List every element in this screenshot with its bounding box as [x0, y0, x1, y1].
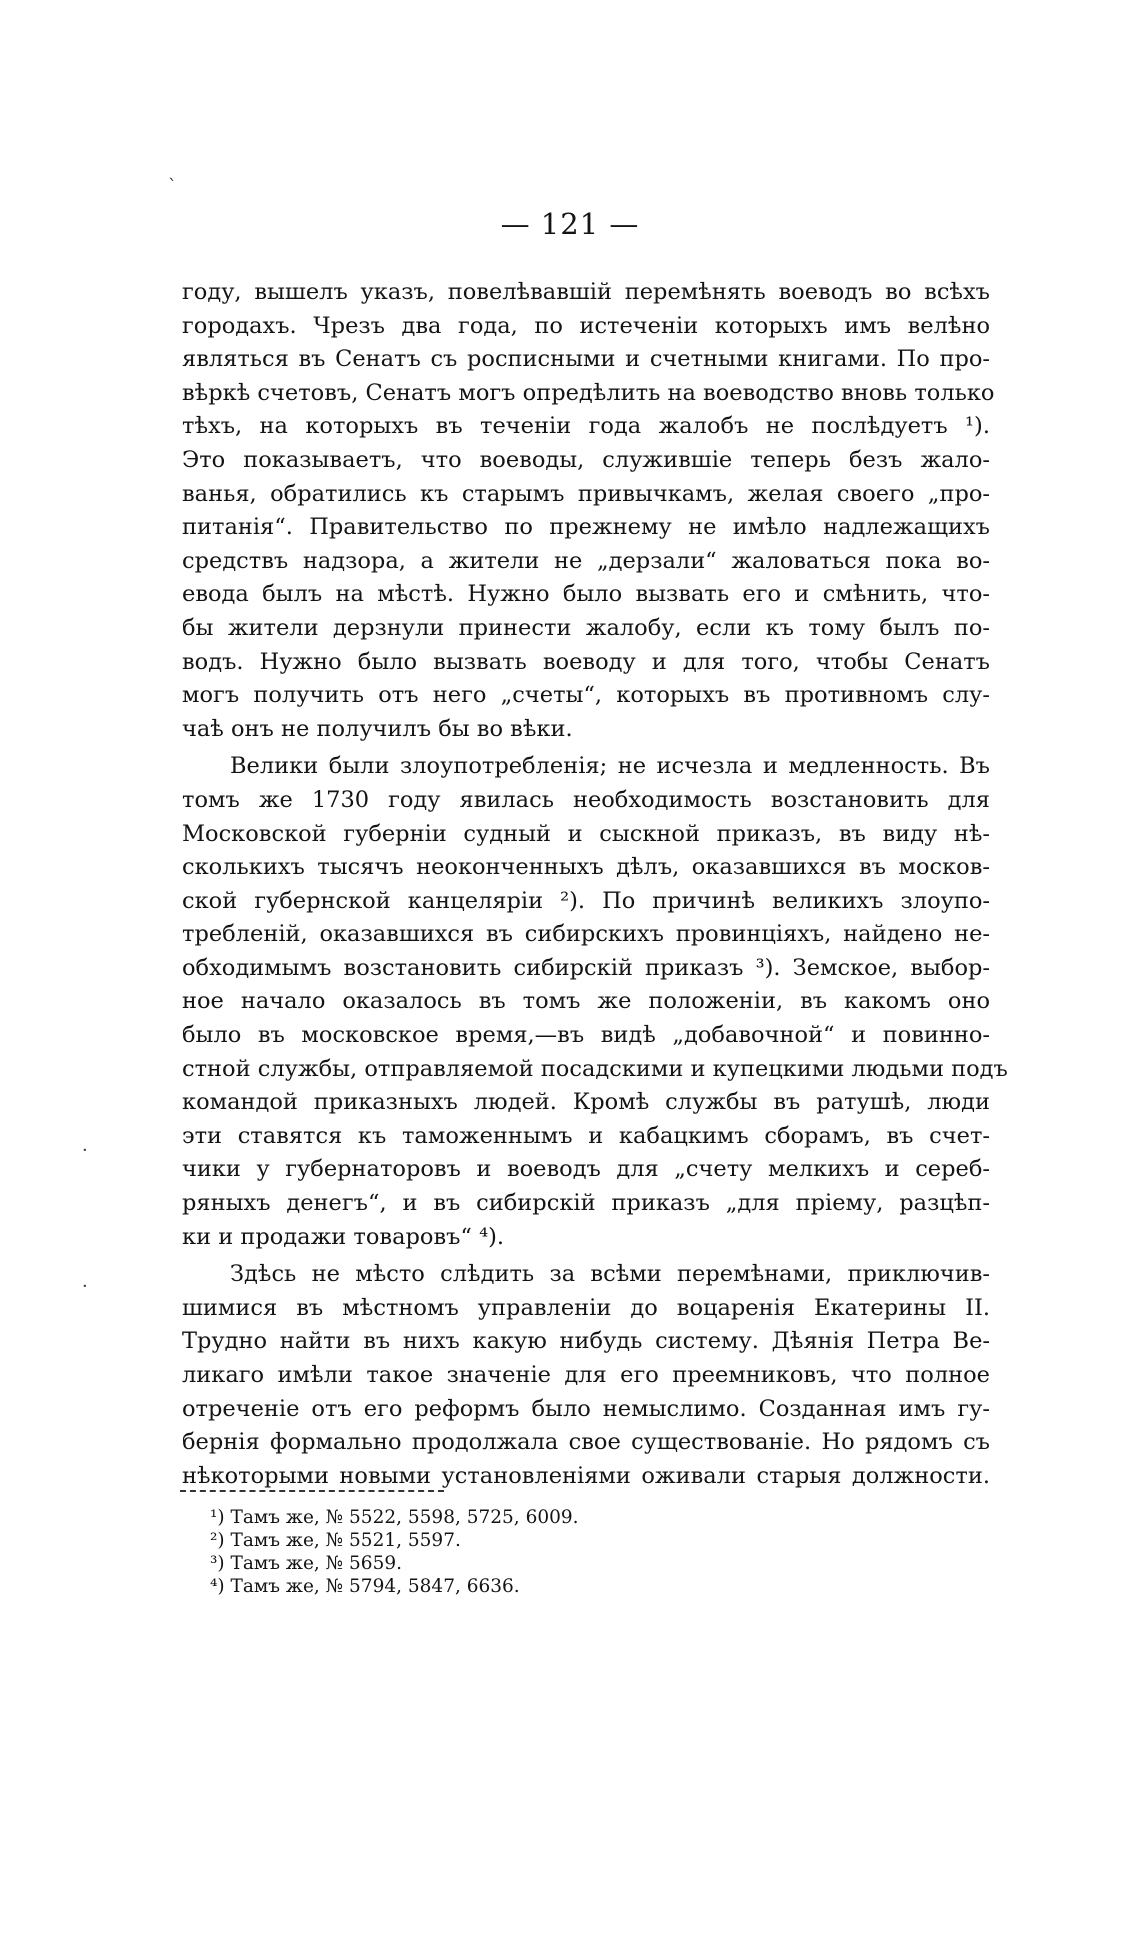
paragraph-1 [182, 276, 995, 746]
text-line: евода былъ на мѣстѣ. Нужно было вызвать его и смѣнить, что- [182, 581, 990, 608]
text-line: Это показываетъ, что воеводы, служившіе теперь безъ жало- [182, 446, 990, 473]
text-line: тѣхъ, на которыхъ въ теченіи года жалобъ не послѣдуетъ ¹). [182, 413, 990, 440]
text-line: вѣркѣ счетовъ, Сенатъ могъ опредѣлить на воеводство вновь только [182, 379, 995, 406]
text-line: средствъ надзора, а жители не „дерзали“ жаловаться пока во- [182, 547, 990, 574]
text-line: водъ. Нужно было вызвать воеводу и для того, чтобы Сенатъ [182, 648, 990, 675]
text-line: Трудно найти въ нихъ какую нибудь систему. Дѣянія Петра Ве- [182, 1328, 990, 1355]
page-number: — 121 — [500, 207, 640, 241]
text-line: бернія формально продолжала свое существованіе. Но рядомъ съ [182, 1429, 990, 1456]
text-line: шимися въ мѣстномъ управленіи до воцаренія Екатерины II. [182, 1294, 990, 1321]
text-line: сколькихъ тысячъ неоконченныхъ дѣлъ, оказавшихся въ москов- [182, 854, 990, 881]
text-line: питанія“. Правительство по прежнему не имѣло надлежащихъ [182, 514, 990, 541]
text-line: чики у губернаторовъ и воеводъ для „счету мелкихъ и сереб- [182, 1156, 990, 1183]
text-line: командой приказныхъ людей. Кромѣ службы въ ратушѣ, люди [182, 1089, 990, 1116]
scan-speck: ˋ [168, 176, 177, 197]
footnote-4: ⁴) Тамъ же, № 5794, 5847, 6636. [210, 1576, 520, 1597]
footnote-3: ³) Тамъ же, № 5659. [210, 1553, 403, 1574]
text-line: обходимымъ возстановить сибирскій приказъ ³). Земское, выбор- [182, 954, 990, 981]
text-line: ки и продажи товаровъ“ ⁴). [182, 1223, 505, 1250]
text-line: могъ получить отъ него „счеты“, которыхъ въ противномъ слу- [182, 682, 990, 709]
text-line: отреченіе отъ его реформъ было немыслимо. Созданная имъ гу- [182, 1395, 990, 1422]
text-line: чаѣ онъ не получилъ бы во вѣки. [182, 715, 573, 742]
text-line: году, вышелъ указъ, повелѣвавшій перемѣнять воеводъ во всѣхъ [182, 279, 990, 305]
text-line: ликаго имѣли такое значеніе для его преемниковъ, что полное [182, 1362, 990, 1388]
text-line: стной службы, отправляемой посадскими и купецкими людьми подъ [182, 1055, 1008, 1082]
footnote-divider [180, 1490, 444, 1492]
text-line: Здѣсь не мѣсто слѣдить за всѣми перемѣнами, приключив- [230, 1261, 990, 1288]
text-line: эти ставятся къ таможеннымъ и кабацкимъ сборамъ, въ счет- [182, 1122, 990, 1149]
body-text [182, 276, 1008, 1493]
text-line: ряныхъ денегъ“, и въ сибирскій приказъ „для пріему, разцѣп- [182, 1190, 990, 1217]
text-line: бы жители дерзнули принести жалобу, если къ тому былъ по- [182, 614, 990, 641]
text-line: ванья, обратились къ старымъ привычкамъ, желая своего „про- [182, 480, 990, 507]
text-line: требленій, оказавшихся въ сибирскихъ провинціяхъ, найдено не- [182, 921, 990, 948]
text-line: ное начало оказалось въ томъ же положеніи, въ какомъ оно [182, 988, 990, 1015]
text-line: томъ же 1730 году явилась необходимость возстановить для [182, 786, 990, 813]
text-line: городахъ. Чрезъ два года, по истеченіи которыхъ имъ велѣно [182, 312, 990, 339]
scan-speck: · [82, 1276, 88, 1297]
text-line: Московской губерніи судный и сыскной приказъ, въ виду нѣ- [182, 820, 990, 847]
footnotes [210, 1506, 579, 1598]
footnote-1: ¹) Тамъ же, № 5522, 5598, 5725, 6009. [210, 1507, 579, 1528]
text-line: было въ московское время,—въ видѣ „добавочной“ и повинно- [182, 1022, 990, 1049]
footnote-2: ²) Тамъ же, № 5521, 5597. [210, 1530, 461, 1551]
text-line: ской губернской канцеляріи ²). По причинѣ великихъ злоупо- [182, 887, 990, 914]
text-line: Велики были злоупотребленія; не исчезла и медленность. Въ [230, 753, 990, 780]
scan-speck: · [82, 1140, 88, 1161]
paragraph-3 [182, 1258, 990, 1493]
text-line: являться въ Сенатъ съ росписными и счетными книгами. По про- [182, 346, 990, 373]
text-line: нѣкоторыми новыми установленіями оживали старыя должности. [182, 1462, 990, 1489]
paragraph-2 [182, 750, 1008, 1254]
